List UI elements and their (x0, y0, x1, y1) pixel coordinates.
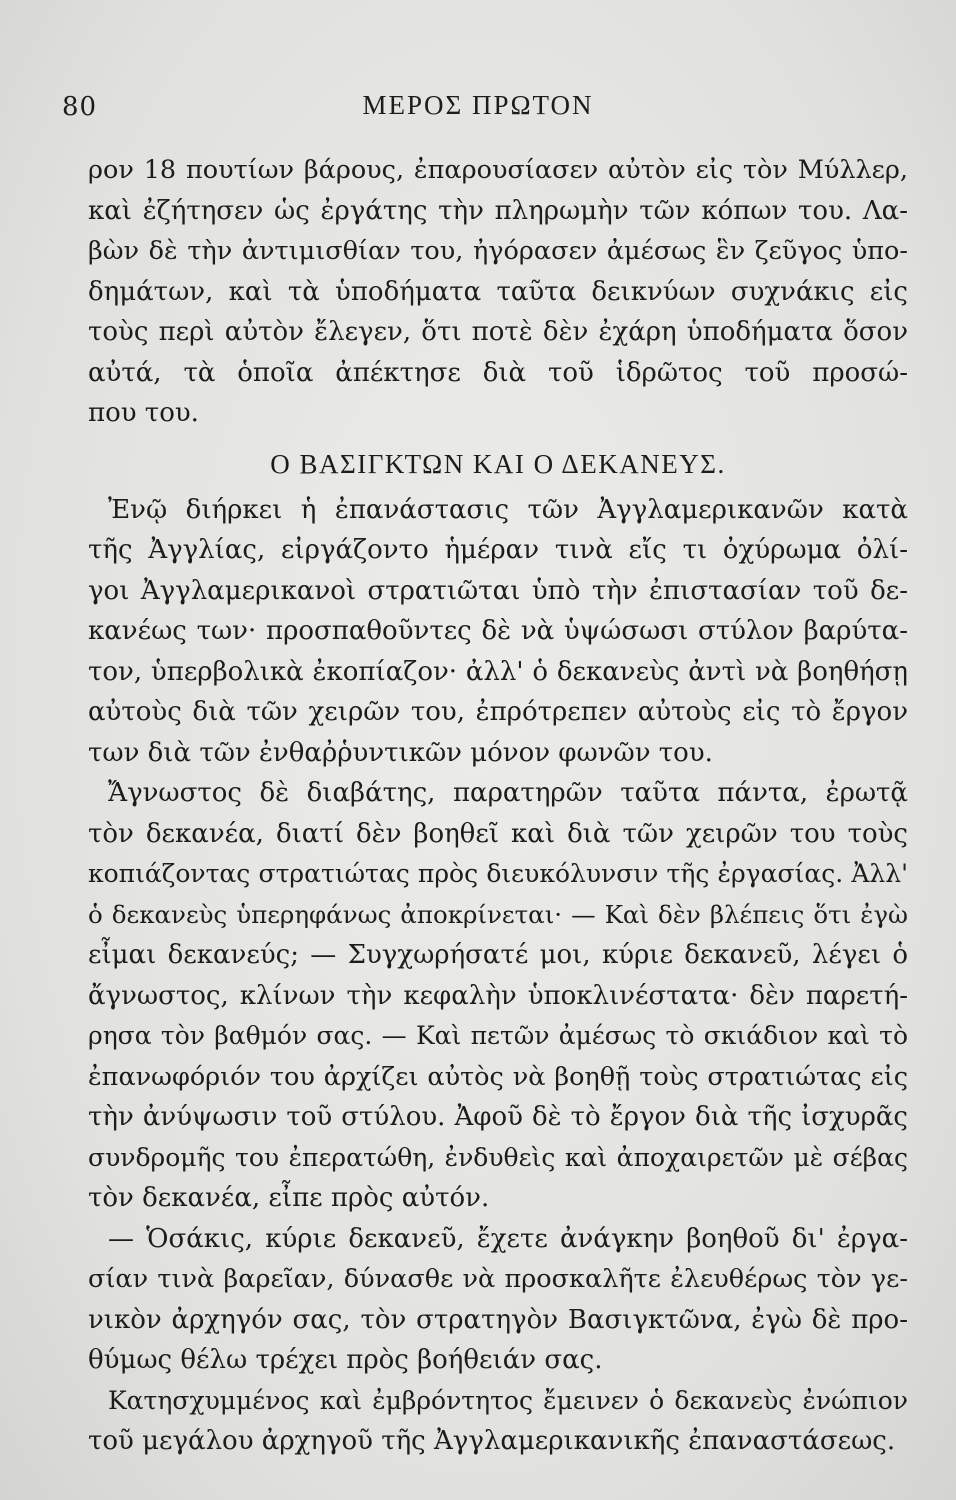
text-line: αὐτά, τὰ ὁποῖα ἀπέκτησε διὰ τοῦ ἱδρῶτος τοῦ προσώ- (88, 357, 908, 388)
text-line: τοῦ μεγάλου ἀρχηγοῦ τῆς Ἀγγλαμερικανικῆς ἐπαναστάσεως. (88, 1426, 896, 1456)
text-line: καὶ ἐζήτησεν ὡς ἐργάτης τὴν πληρωμὴν τῶν κόπων του. Λα- (88, 195, 908, 226)
text-line: τὴν ἀνύψωσιν τοῦ στύλου. Ἀφοῦ δὲ τὸ ἔργον διὰ τῆς ἰσχυρᾶς (88, 1102, 908, 1132)
text-line: δημάτων, καὶ τὰ ὑποδήματα ταῦτα δεικνύων συχνάκις εἰς (88, 276, 908, 307)
text-line: τῆς Ἀγγλίας, εἰργάζοντο ἡμέραν τινὰ εἴς τι ὀχύρωμα ὀλί- (88, 535, 908, 565)
text-line: εἶμαι δεκανεύς; — Συγχωρήσατέ μοι, κύριε δεκανεῦ, λέγει ὁ (88, 940, 908, 970)
text-line: βὼν δὲ τὴν ἀντιμισθίαν του, ἠγόρασεν ἀμέσως ἓν ζεῦγος ὑπο- (88, 236, 908, 266)
text-line: κοπιάζοντας στρατιώτας πρὸς διευκόλυνσιν τῆς ἐργασίας. Ἀλλ' (88, 859, 908, 888)
text-line: που του. (88, 398, 199, 428)
text-line: θύμως θέλω τρέχει πρὸς βοήθειάν σας. (88, 1345, 603, 1375)
text-line: συνδρομῆς του ἐπερατώθη, ἐνδυθεὶς καὶ ἀποχαιρετῶν μὲ σέβας (88, 1142, 908, 1172)
text-line: ρον 18 πουτίων βάρους, ἐπαρουσίασεν αὐτὸν εἰς τὸν Μύλλερ, (88, 155, 908, 185)
text-line: τοὺς περὶ αὐτὸν ἔλεγεν, ὅτι ποτὲ δὲν ἐχάρη ὑποδήματα ὅσον (88, 317, 908, 347)
text-line: ὁ δεκανεὺς ὑπερηφάνως ἀποκρίνεται· — Καὶ δὲν βλέπεις ὅτι ἐγὼ (88, 899, 908, 929)
text-line: τὸν δεκανέα, διατί δὲν βοηθεῖ καὶ διὰ τῶν χειρῶν του τοὺς (88, 818, 908, 849)
text-line: σίαν τινὰ βαρεῖαν, δύνασθε νὰ προσκαλῆτε ἐλευθέρως τὸν γε- (88, 1264, 908, 1294)
text-line: κανέως των· προσπαθοῦντες δὲ νὰ ὑψώσωσι στύλον βαρύτα- (88, 616, 908, 646)
text-line: ἐπανωφόριόν του ἀρχίζει αὐτὸς νὰ βοηθῇ τοὺς στρατιώτας εἰς (88, 1061, 908, 1092)
page-number: 80 (62, 92, 98, 122)
text-line: ἄγνωστος, κλίνων τὴν κεφαλὴν ὑποκλινέστατα· δὲν παρετή- (88, 980, 908, 1011)
text-line: — Ὁσάκις, κύριε δεκανεῦ, ἔχετε ἀνάγκην βοηθοῦ δι' ἐργα- (108, 1223, 908, 1254)
running-head: ΜΕΡΟΣ ΠΡΩΤΟΝ (362, 90, 594, 120)
text-line: γοι Ἀγγλαμερικανοὶ στρατιῶται ὑπὸ τὴν ἐπιστασίαν τοῦ δε- (88, 575, 908, 606)
body-text (88, 150, 908, 1462)
page-header (0, 82, 956, 122)
text-line: των διὰ τῶν ἐνθαῤῥυντικῶν μόνον φωνῶν του. (88, 737, 713, 768)
section-title: Ο ΒΑΣΙΓΚΤΩΝ ΚΑΙ Ο ΔΕΚΑΝΕΥΣ. (270, 448, 726, 479)
text-line: Ἐνῷ διήρκει ἡ ἐπανάστασις τῶν Ἀγγλαμερικανῶν κατὰ (108, 494, 908, 525)
text-line: νικὸν ἀρχηγόν σας, τὸν στρατηγὸν Βασιγκτῶνα, ἐγὼ δὲ προ- (88, 1304, 908, 1335)
text-line: ρησα τὸν βαθμόν σας. — Καὶ πετῶν ἀμέσως τὸ σκιάδιον καὶ τὸ (88, 1021, 908, 1050)
text-line: αὐτοὺς διὰ τῶν χειρῶν του, ἐπρότρεπεν αὐτοὺς εἰς τὸ ἔργον (88, 697, 908, 727)
text-line: Ἄγνωστος δὲ διαβάτης, παρατηρῶν ταῦτα πάντα, ἐρωτᾷ (108, 778, 908, 808)
text-line: Κατησχυμμένος καὶ ἐμβρόντητος ἔμεινεν ὁ δεκανεὺς ἐνώπιον (108, 1385, 908, 1415)
text-line: τον, ὑπερβολικὰ ἐκοπίαζον· ἀλλ' ὁ δεκανεὺς ἀντὶ νὰ βοηθήσῃ (88, 656, 908, 687)
text-line: τὸν δεκανέα, εἶπε πρὸς αὐτόν. (88, 1183, 490, 1213)
